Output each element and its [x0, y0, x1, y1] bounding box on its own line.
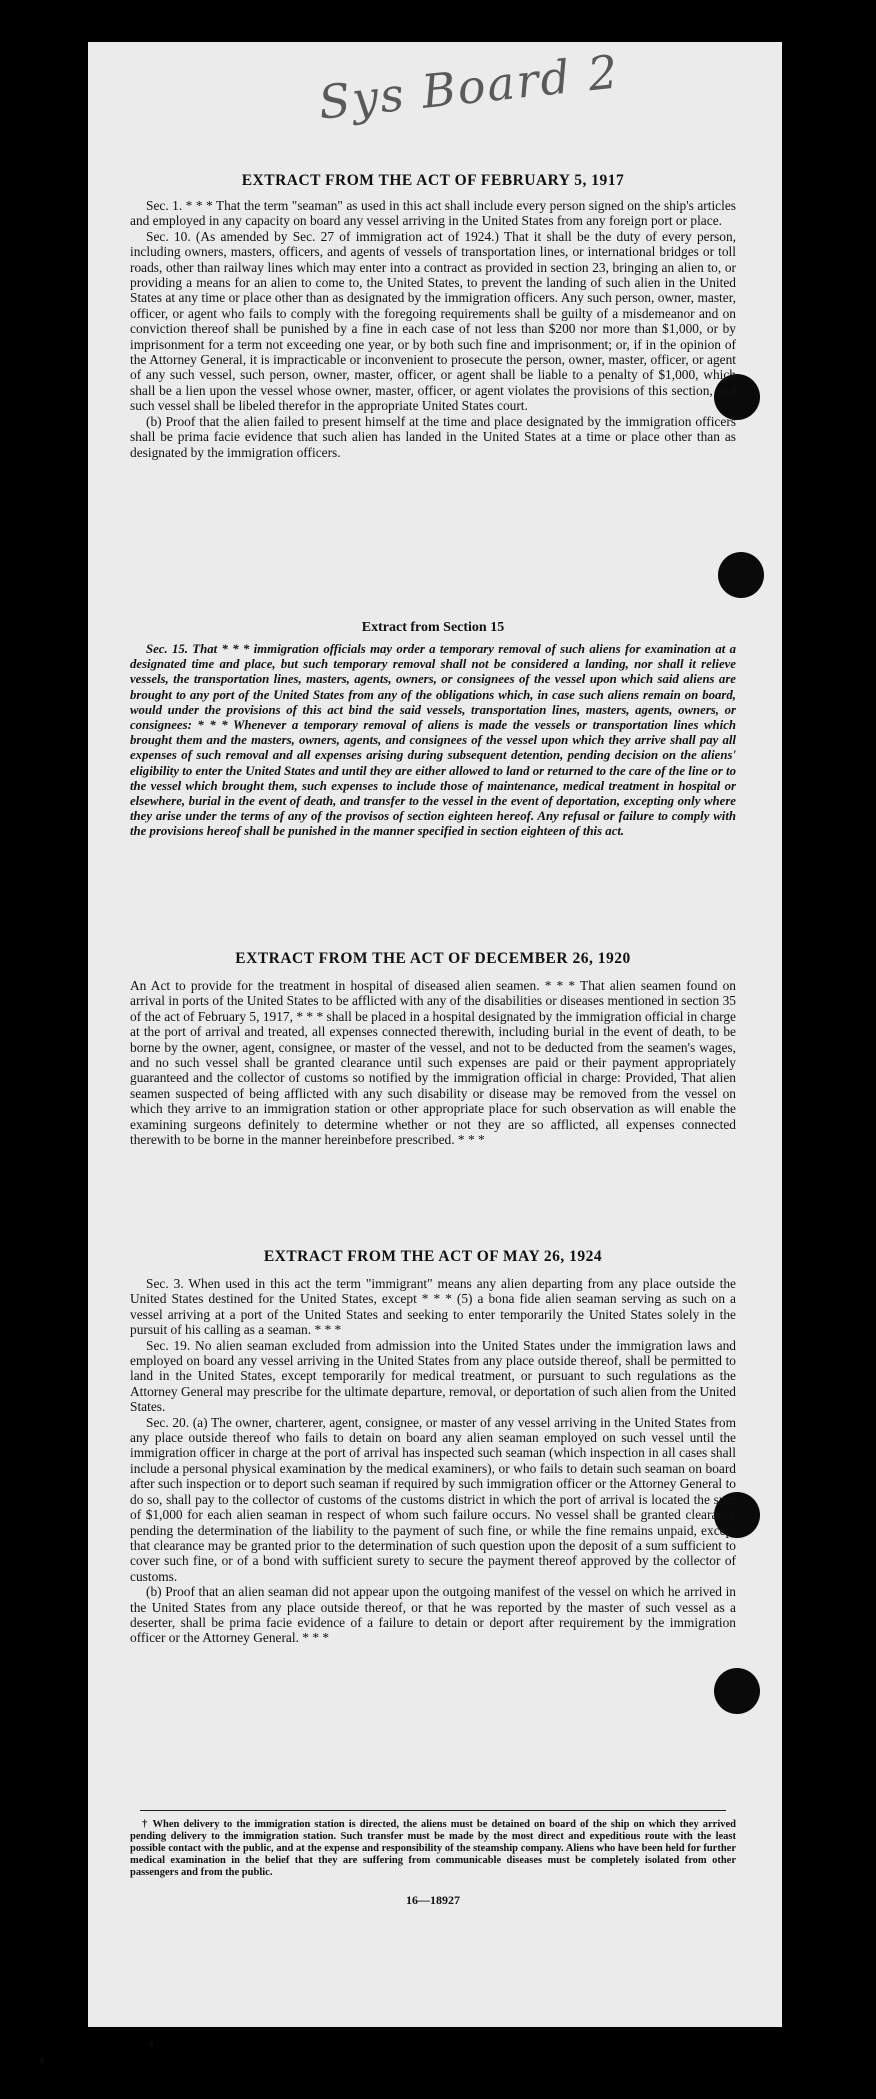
section-heading: EXTRACT FROM THE ACT OF FEBRUARY 5, 1917: [241, 172, 625, 189]
section-act-may-1924: [130, 1248, 736, 1646]
paragraph: Sec. 3. When used in this act the term "immigrant" means any alien departing from any place outside the United States destined for the United States, except * * * (5) a bona fide alien seaman serving as such on a vessel arriving at a port of the United States and seeking to enter temporarily the United States solely in the pursuit of his calling as a seaman. * * *: [130, 1276, 736, 1338]
section-heading: EXTRACT FROM THE ACT OF DECEMBER 26, 1920: [235, 950, 631, 967]
paragraph: Sec. 19. No alien seaman excluded from admission into the United States under the immigration laws and employed on board any vessel arriving in the United States from any place outside thereof, shall be permitted to land in the United States, except temporarily for medical treatment, or pursuant to such regulations as the Attorney General may prescribe for the ultimate departure, removal, or deportation of such alien from the United States.: [130, 1337, 736, 1415]
section-heading: Extract from Section 15: [361, 620, 505, 635]
punch-hole: [718, 552, 764, 598]
section-act-feb-1917: [130, 172, 736, 460]
section-heading: EXTRACT FROM THE ACT OF MAY 26, 1924: [263, 1248, 603, 1265]
paragraph: Sec. 15. That * * * immigration officials may order a temporary removal of such aliens for examination at a designated time and place, but such temporary removal shall not be considered a landing, nor shall it relieve vessels, the transportation lines, masters, agents, owners, or consignees of the vessel upon which said aliens are brought to any port of the United States from any of the obligations which, in case such aliens remain on board, would under the provisions of this act bind the said vessels, transportation lines, masters, agents, owners, or consignees: * * * Whenever a temporary removal of aliens is made the vessels or transportation lines which brought them and the masters, owners, agents, and consignees of the vessel upon which they arrive shall pay all expenses of such removal and all expenses arising during subsequent detention, pending decision on the aliens' eligibility to enter the United States and until they are either allowed to land or returned to the care of the line or to the vessel which brought them, such expenses to include those of maintenance, medical treatment in hospital or elsewhere, burial in the event of death, and transfer to the vessel in the event of deportation, excepting only where they arise under the terms of any of the provisos of section eighteen hereof. Any refusal or failure to comply with the provisions hereof shall be punished in the manner specified in section eighteen of this act.: [130, 642, 736, 839]
section-act-dec-1920: [130, 950, 736, 1147]
ink-speck: [150, 2040, 153, 2047]
handwritten-note: Sys Board 2: [316, 44, 622, 130]
paragraph: Sec. 10. (As amended by Sec. 27 of immigration act of 1924.) That it shall be the duty of every person, including owners, masters, officers, and agents of vessels of transportation lines, or international bridges or toll roads, other than railway lines which may enter into a contract as provided in section 23, bringing an alien to, or providing a means for an alien to come to, the United States, to prevent the landing of such alien in the United States at any time or place other than as designated by the immigration officers. Any such person, owner, master, officer, or agent who fails to comply with the foregoing requirements shall be guilty of a misdemeanor and on conviction thereof shall be punished by a fine in each case of not less than $200 nor more than $1,000, or by imprisonment for a term not exceeding one year, or by both such fine and imprisonment; or, if in the opinion of the Attorney General, it is impracticable or inconvenient to prosecute the person, owner, master, officer, or agent of any such vessel, such person, owner, master, officer, or agent shall be liable to a penalty of $1,000, which shall be a lien upon the vessel whose owner, master, officer, or agent violates the provisions of this section, and such vessel shall be libeled therefor in the appropriate United States court.: [130, 228, 736, 414]
form-code: 16—18927: [406, 1893, 460, 1907]
paragraph: (b) Proof that an alien seaman did not appear upon the outgoing manifest of the vessel on which he arrived in the United States from any place outside thereof, or that he was reported by the master of such vessel as a deserter, shall be prima facie evidence of a failure to detain or deport after requirement by the immigration officer or the Attorney General. * * *: [130, 1584, 736, 1646]
footnote-block: [130, 1810, 736, 1908]
document-page: [88, 42, 782, 2027]
paragraph: Sec. 1. * * * That the term "seaman" as used in this act shall include every person signed on the ship's articles and employed in any capacity on board any vessel arriving in the United States from any foreign port or place.: [130, 198, 736, 229]
paragraph: (b) Proof that the alien failed to present himself at the time and place designated by the immigration officers shall be prima facie evidence that such alien has landed in the United States at a time or place other than as designated by the immigration officers.: [130, 413, 736, 460]
ink-speck: [40, 2058, 44, 2064]
punch-hole: [714, 1668, 760, 1714]
paragraph: An Act to provide for the treatment in hospital of diseased alien seamen. * * * That alien seamen found on arrival in ports of the United States to be afflicted with any of the disabilities or diseases mentioned in section 35 of the act of February 5, 1917, * * * shall be placed in a hospital designated by the immigration official in charge at the port of arrival and treated, all expenses connected therewith, including burial in the event of death, to be borne by the owner, agent, consignee, or master of the vessel, and not to be deducted from the seamen's wages, and no such vessel shall be granted clearance until such expenses are paid or their payment appropriately guaranteed and the collector of customs so notified by the immigration official in charge: Provided, That alien seamen suspected of being afflicted with any such disability or disease may be removed from the vessel on which they arrive to an immigration station or other appropriate place for such observation as will enable the examining surgeons definitely to determine whether or not they are so afflicted, all expenses connected therewith to be borne in the manner hereinbefore prescribed. * * *: [130, 978, 736, 1148]
footnote: † When delivery to the immigration station is directed, the aliens must be detained on board of the ship on which they arrived pending delivery to the immigration station. Such transfer must be made by the most direct and expeditious route with the least possible contact with the public, and at the expense and responsibility of the steamship company. Aliens who have been held for further medical examination in the belief that they are suffering from communicable diseases must be completely isolated from other passengers and from the public.: [130, 1819, 736, 1878]
section-extract-15: [130, 620, 736, 840]
paragraph: Sec. 20. (a) The owner, charterer, agent, consignee, or master of any vessel arriving in the United States from any place outside thereof who fails to detain on board any alien seaman employed on such vessel until the immigration officer in charge at the port of arrival has inspected such seaman (which inspection in all cases shall include a personal physical examination by the medical examiners), or who fails to detain such seaman on board after such inspection or to deport such seaman if required by such immigration officer or the Attorney General to do so, shall pay to the collector of customs of the customs district in which the port of arrival is located the sum of $1,000 for each alien seaman in respect of whom such failure occurs. No vessel shall be granted clearance pending the determination of the liability to the payment of such fine, or while the fine remains unpaid, except that clearance may be granted prior to the determination of such question upon the deposit of a sum sufficient to cover such fine, or of a bond with sufficient surety to secure the payment thereof approved by the collector of customs.: [130, 1414, 736, 1584]
